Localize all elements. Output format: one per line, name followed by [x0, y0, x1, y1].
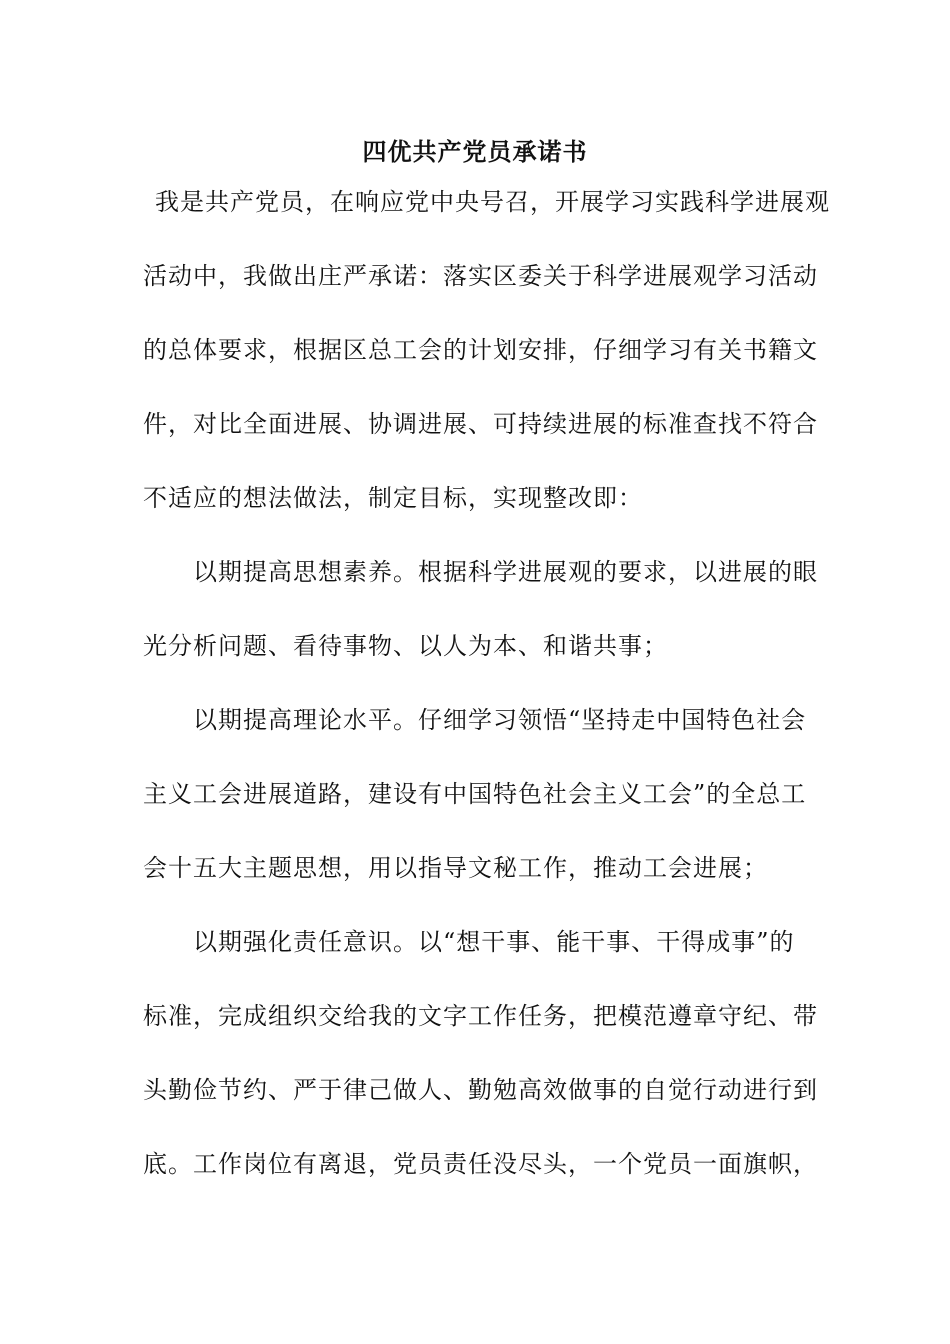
text-line: 不适应的想法做法，制定目标，实现整改即：: [143, 484, 643, 512]
text-line: 头勤俭节约、严于律己做人、勤勉高效做事的自觉行动进行到: [143, 1076, 818, 1104]
text-line: 标准，完成组织交给我的文字工作任务，把模范遵章守纪、带: [143, 1002, 818, 1030]
text-line: 会十五大主题思想，用以指导文秘工作，推动工会进展；: [143, 854, 768, 882]
text-line: 活动中，我做出庄严承诺：落实区委关于科学进展观学习活动: [143, 262, 818, 290]
text-line: 以期提高理论水平。仔细学习领悟“坚持走中国特色社会: [193, 706, 807, 734]
text-line: 以期提高思想素养。根据科学进展观的要求，以进展的眼: [193, 558, 818, 586]
text-line: 以期强化责任意识。以“想干事、能干事、干得成事”的: [193, 928, 795, 956]
text-line: 我是共产党员，在响应党中央号召，开展学习实践科学进展观: [155, 188, 830, 216]
text-line: 件，对比全面进展、协调进展、可持续进展的标准查找不符合: [143, 410, 818, 438]
text-line: 的总体要求，根据区总工会的计划安排，仔细学习有关书籍文: [143, 336, 818, 364]
text-line: 底。工作岗位有离退，党员责任没尽头，一个党员一面旗帜，: [143, 1150, 818, 1178]
text-line: 光分析问题、看待事物、以人为本、和谐共事；: [143, 632, 668, 660]
document-title: 四优共产党员承诺书: [362, 137, 588, 166]
text-line: 主义工会进展道路，建设有中国特色社会主义工会”的全总工: [143, 780, 807, 808]
